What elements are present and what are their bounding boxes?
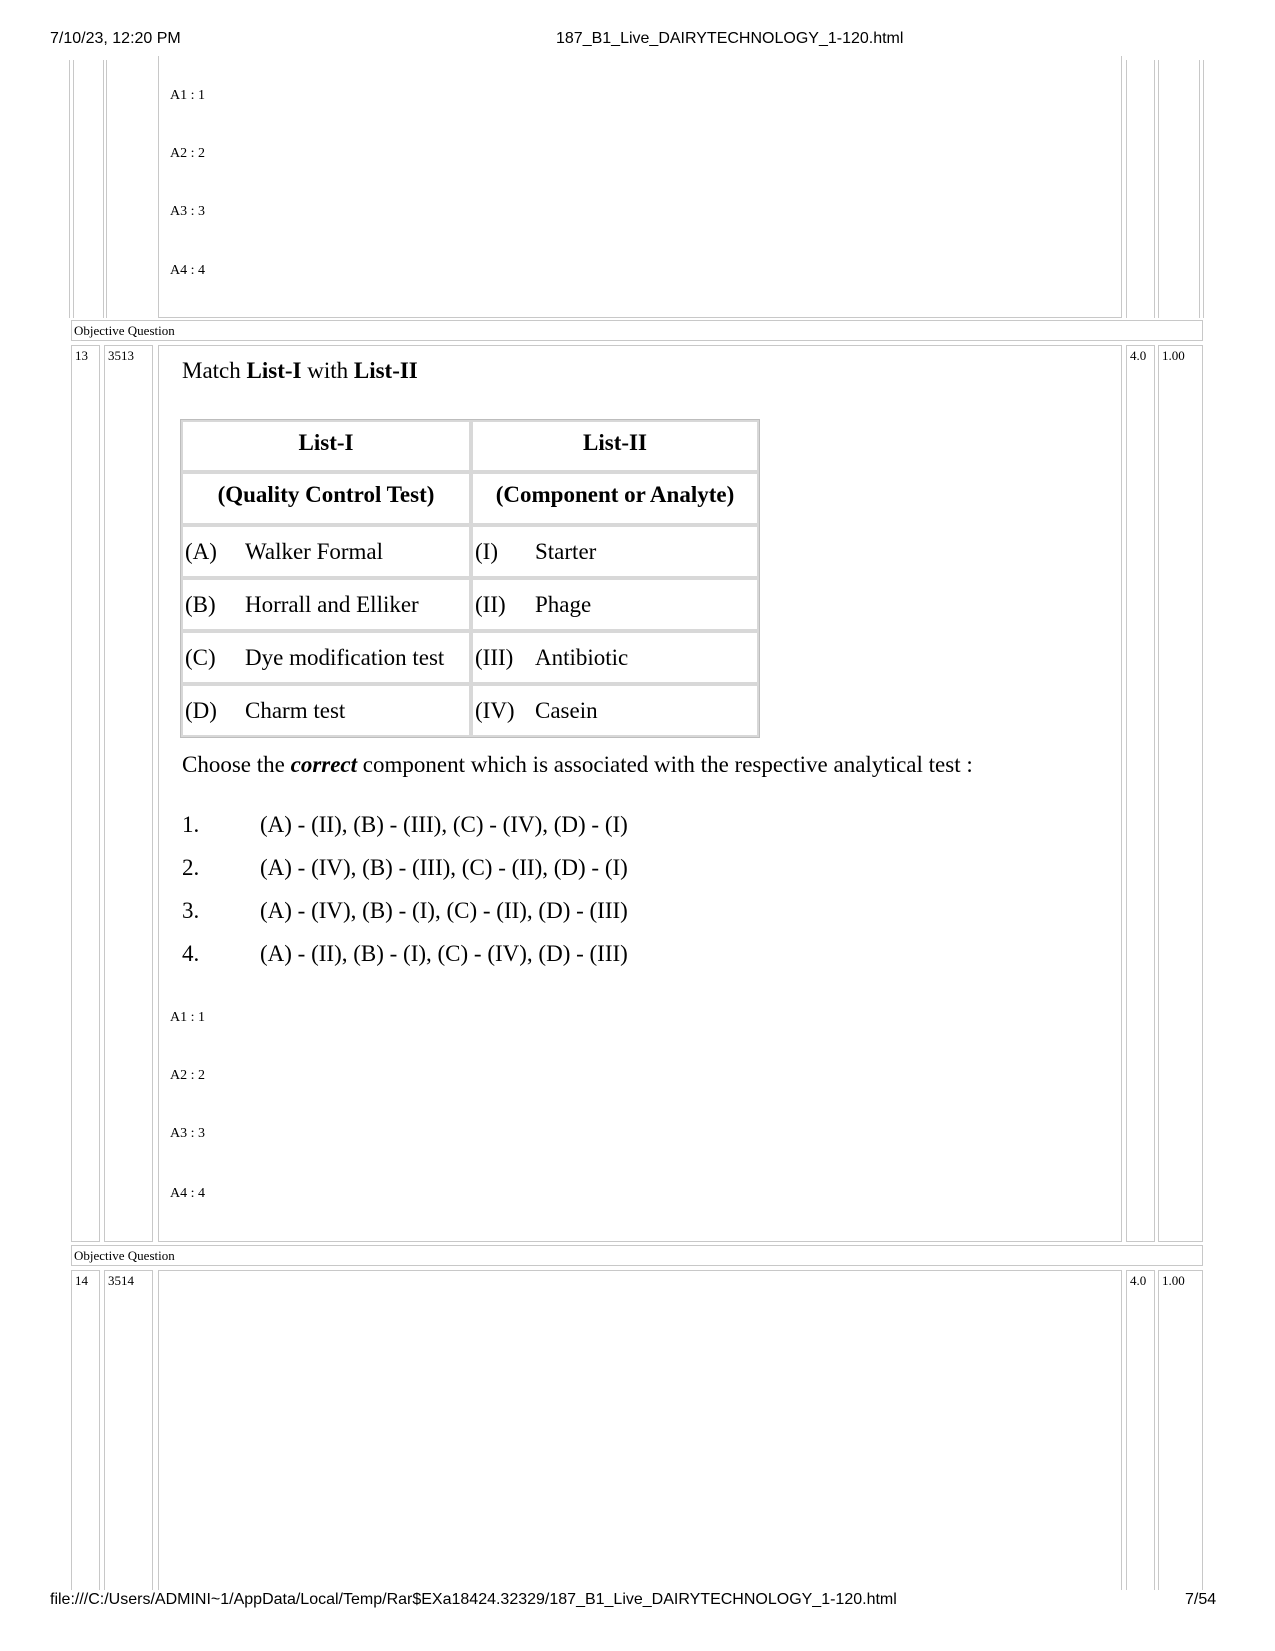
question-id: 3514	[108, 1273, 134, 1288]
negative-marks-cell	[1158, 345, 1203, 1242]
option-number: 3.	[182, 898, 200, 923]
row-label: (B)	[185, 592, 216, 617]
option-text: (A) - (IV), (B) - (III), (C) - (II), (D) - (I)	[260, 855, 628, 880]
answer-1: A1 : 1	[170, 1010, 205, 1025]
table-row	[471, 525, 759, 578]
table-border	[73, 60, 74, 318]
stem-with: with	[301, 358, 354, 383]
list1-header: List-I	[181, 420, 471, 472]
table-row	[471, 684, 759, 737]
row-label: (C)	[185, 645, 216, 670]
print-page-number: 7/54	[1185, 1591, 1217, 1608]
option-text: (A) - (II), (B) - (I), (C) - (IV), (D) - (III)	[260, 941, 628, 966]
row-text: Horrall and Elliker	[245, 592, 419, 617]
table-row	[181, 578, 471, 631]
row-text: Charm test	[245, 698, 346, 723]
answer-4: A4 : 4	[170, 1186, 205, 1201]
row-label: (III)	[475, 645, 514, 670]
table-border	[1158, 60, 1159, 318]
answer-2: A2 : 2	[170, 1068, 205, 1083]
table-border	[1203, 60, 1204, 318]
instruction-text	[182, 752, 973, 778]
stem-list2: List-II	[353, 358, 418, 383]
print-datetime: 7/10/23, 12:20 PM	[50, 30, 181, 47]
list2-header: List-II	[471, 420, 759, 472]
negative-marks-value: 1.00	[1162, 348, 1185, 363]
option-text: (A) - (IV), (B) - (I), (C) - (II), (D) - (III)	[260, 898, 628, 923]
instruction-part: Choose the	[182, 752, 291, 777]
question-type-label: Objective Question	[74, 1248, 175, 1263]
stem-list1: List-I	[246, 358, 302, 383]
question-id-cell	[104, 345, 153, 1242]
question-number: 14	[75, 1273, 88, 1288]
print-doc-title: 187_B1_Live_DAIRYTECHNOLOGY_1-120.html	[556, 30, 904, 47]
table-border	[1126, 60, 1127, 318]
question-type-row	[71, 1245, 1203, 1266]
marks-value: 4.0	[1130, 1273, 1147, 1288]
table-row	[181, 525, 471, 578]
negative-marks-value: 1.00	[1162, 1273, 1185, 1288]
row-label: (D)	[185, 698, 217, 723]
row-text: Casein	[535, 698, 598, 723]
negative-marks-cell	[1158, 1270, 1203, 1590]
row-label: (A)	[185, 539, 217, 564]
option-text: (A) - (II), (B) - (III), (C) - (IV), (D) - (I)	[260, 812, 628, 837]
table-row	[181, 631, 471, 684]
question-number-cell	[71, 345, 100, 1242]
table-row	[471, 578, 759, 631]
marks-cell	[1126, 345, 1155, 1242]
marks-value: 4.0	[1130, 348, 1147, 363]
question-id-cell	[104, 1270, 153, 1590]
question-number: 13	[75, 348, 88, 363]
option-number: 4.	[182, 941, 200, 966]
row-label: (II)	[475, 592, 506, 617]
question-stem	[182, 358, 418, 384]
table-row	[181, 684, 471, 737]
prev-question-cell	[158, 56, 1122, 318]
row-text: Phage	[535, 592, 592, 617]
prev-answer-1: A1 : 1	[170, 88, 205, 103]
row-text: Antibiotic	[535, 645, 629, 670]
table-border	[106, 60, 107, 318]
marks-cell	[1126, 1270, 1155, 1590]
option-number: 2.	[182, 855, 200, 880]
question-id: 3513	[108, 348, 134, 363]
prev-answer-2: A2 : 2	[170, 146, 205, 161]
prev-answer-4: A4 : 4	[170, 263, 205, 278]
option-number: 1.	[182, 812, 200, 837]
row-label: (IV)	[475, 698, 515, 723]
table-border	[1154, 60, 1155, 318]
question-body-cell	[158, 1270, 1122, 1590]
question-number-cell	[71, 1270, 100, 1590]
prev-answer-3: A3 : 3	[170, 204, 205, 219]
row-text: Walker Formal	[245, 539, 384, 564]
stem-prefix: Match	[182, 358, 247, 383]
instruction-part: component which is associated with the respective analytical test :	[357, 752, 973, 777]
match-table	[180, 419, 760, 738]
list2-subheader: (Component or Analyte)	[471, 472, 759, 525]
row-label: (I)	[475, 539, 498, 564]
question-type-row	[71, 320, 1203, 341]
print-file-path: file:///C:/Users/ADMINI~1/AppData/Local/Temp/Rar$EXa18424.32329/187_B1_Live_DAIRYTECHNOLOGY_1-120.html	[50, 1591, 897, 1608]
table-border	[69, 60, 70, 318]
row-text: Dye modification test	[245, 645, 445, 670]
list1-subheader: (Quality Control Test)	[181, 472, 471, 525]
table-row	[471, 631, 759, 684]
instruction-emphasis: correct	[290, 752, 358, 777]
answer-3: A3 : 3	[170, 1126, 205, 1141]
table-border	[103, 60, 104, 318]
row-text: Starter	[535, 539, 597, 564]
question-type-label: Objective Question	[74, 323, 175, 338]
table-border	[1199, 60, 1200, 318]
